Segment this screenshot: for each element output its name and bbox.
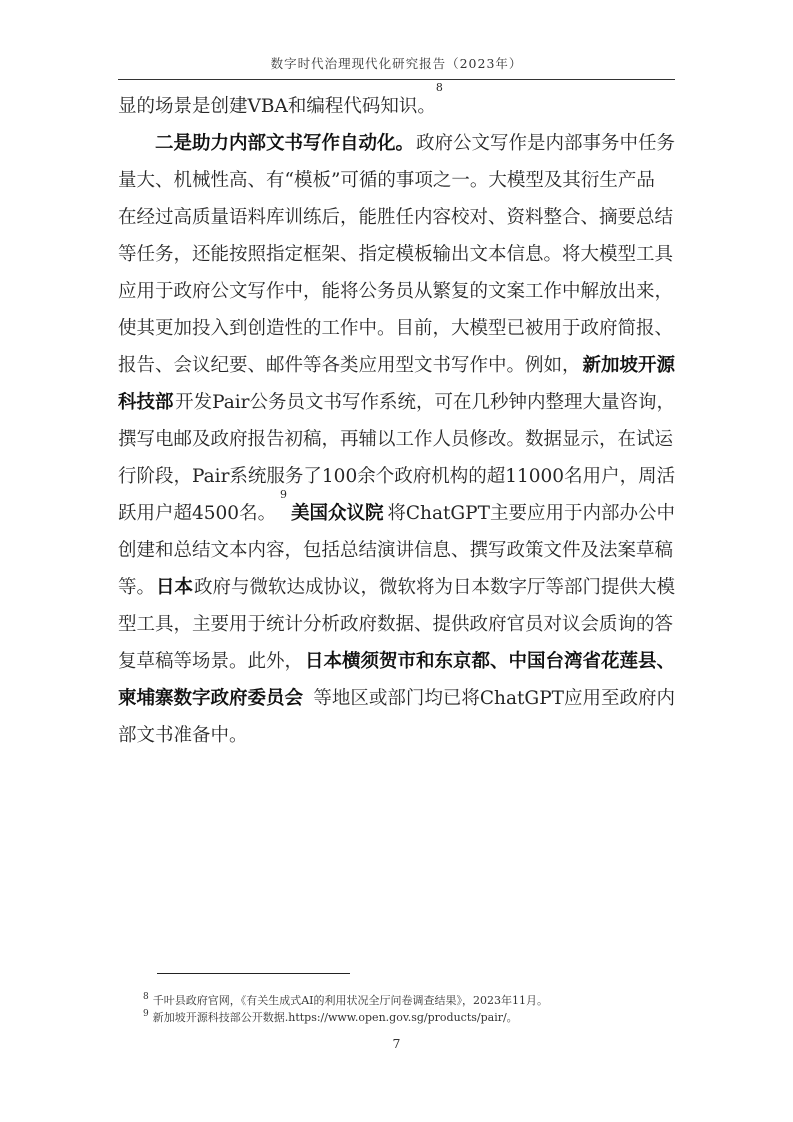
bold-entity: 美国众议院	[290, 503, 384, 524]
bold-entity: 新加坡开源	[582, 355, 675, 376]
body-line: 型工具，主要用于统计分析政府数据、提供政府官员对议会质询的答	[118, 614, 674, 635]
body-line: 显的场景是创建VBA和编程代码知识。 8	[118, 88, 675, 125]
footnote-text[interactable]: 新加坡开源科技部公开数据.https://www.open.gov.sg/products/pair/。	[152, 1011, 518, 1024]
header-rule	[118, 79, 675, 80]
bold-entity: 科技部	[118, 392, 174, 413]
footnote	[143, 1009, 548, 1026]
body-line: 创建和总结文本内容，包括总结演讲信息、撰写政策文件及法案草稿	[118, 540, 674, 561]
footnote-ref[interactable]: 8	[435, 81, 443, 94]
body-line: 跃用户超4500名。 9 美国众议院 将ChatGPT主要应用于内部办公中	[118, 495, 675, 532]
footnote-text: 千叶县政府官网，《有关生成式AI的利用状况全厅问卷调查结果》，2023年11月。	[152, 994, 549, 1007]
body-line: 柬埔寨数字政府委员会 等地区或部门均已将ChatGPT应用至政府内	[118, 680, 675, 717]
running-header: 数字时代治理现代化研究报告（2023年）	[270, 56, 523, 71]
footnotes	[143, 992, 548, 1026]
footnote-number: 9	[143, 1009, 149, 1020]
body-text	[118, 81, 676, 754]
footnote-ref[interactable]: 9	[280, 488, 288, 501]
body-line: 等。 日本 政府与微软达成协议，微软将为日本数字厅等部门提供大模	[118, 569, 675, 606]
bold-entity: 日本	[155, 577, 193, 598]
body-line: 报告、会议纪要、邮件等各类应用型文书写作中。例如， 新加坡开源	[118, 347, 675, 384]
bold-entity: 柬埔寨数字政府委员会	[118, 688, 304, 709]
body-line: 量大、机械性高、有“模板”可循的事项之一。大模型及其衍生产品	[118, 170, 655, 191]
body-line: 部文书准备中。	[118, 725, 248, 746]
body-line: 复草稿等场景。此外， 日本横须贺市和东京都、中国台湾省花莲县、	[118, 643, 675, 680]
body-line: 应用于政府公文写作中，能将公务员从繁复的文案工作中解放出来，	[118, 281, 674, 302]
bold-lead: 二是助力内部文书写作自动化。	[155, 133, 415, 154]
page-number: 7	[392, 1036, 401, 1051]
footnote	[143, 992, 548, 1009]
body-line: 行阶段，Pair系统服务了100余个政府机构的超11000名用户，周活	[118, 466, 676, 487]
body-line: 撰写电邮及政府报告初稿，再辅以工作人员修改。数据显示，在试运	[118, 429, 674, 450]
footnote-rule	[157, 973, 350, 974]
footnote-number: 8	[143, 992, 149, 1003]
body-line: 在经过高质量语料库训练后，能胜任内容校对、资料整合、摘要总结	[118, 207, 674, 228]
paragraph-start: 二是助力内部文书写作自动化。 政府公文写作是内部事务中任务	[118, 125, 675, 162]
body-line: 科技部 开发Pair公务员文书写作系统，可在几秒钟内整理大量咨询，	[118, 384, 675, 421]
body-line: 等任务，还能按照指定框架、指定模板输出文本信息。将大模型工具	[118, 244, 674, 265]
bold-entity: 日本横须贺市和东京都、中国台湾省花莲县、	[304, 651, 675, 672]
body-line: 使其更加投入到创造性的工作中。目前，大模型已被用于政府简报、	[118, 318, 674, 339]
